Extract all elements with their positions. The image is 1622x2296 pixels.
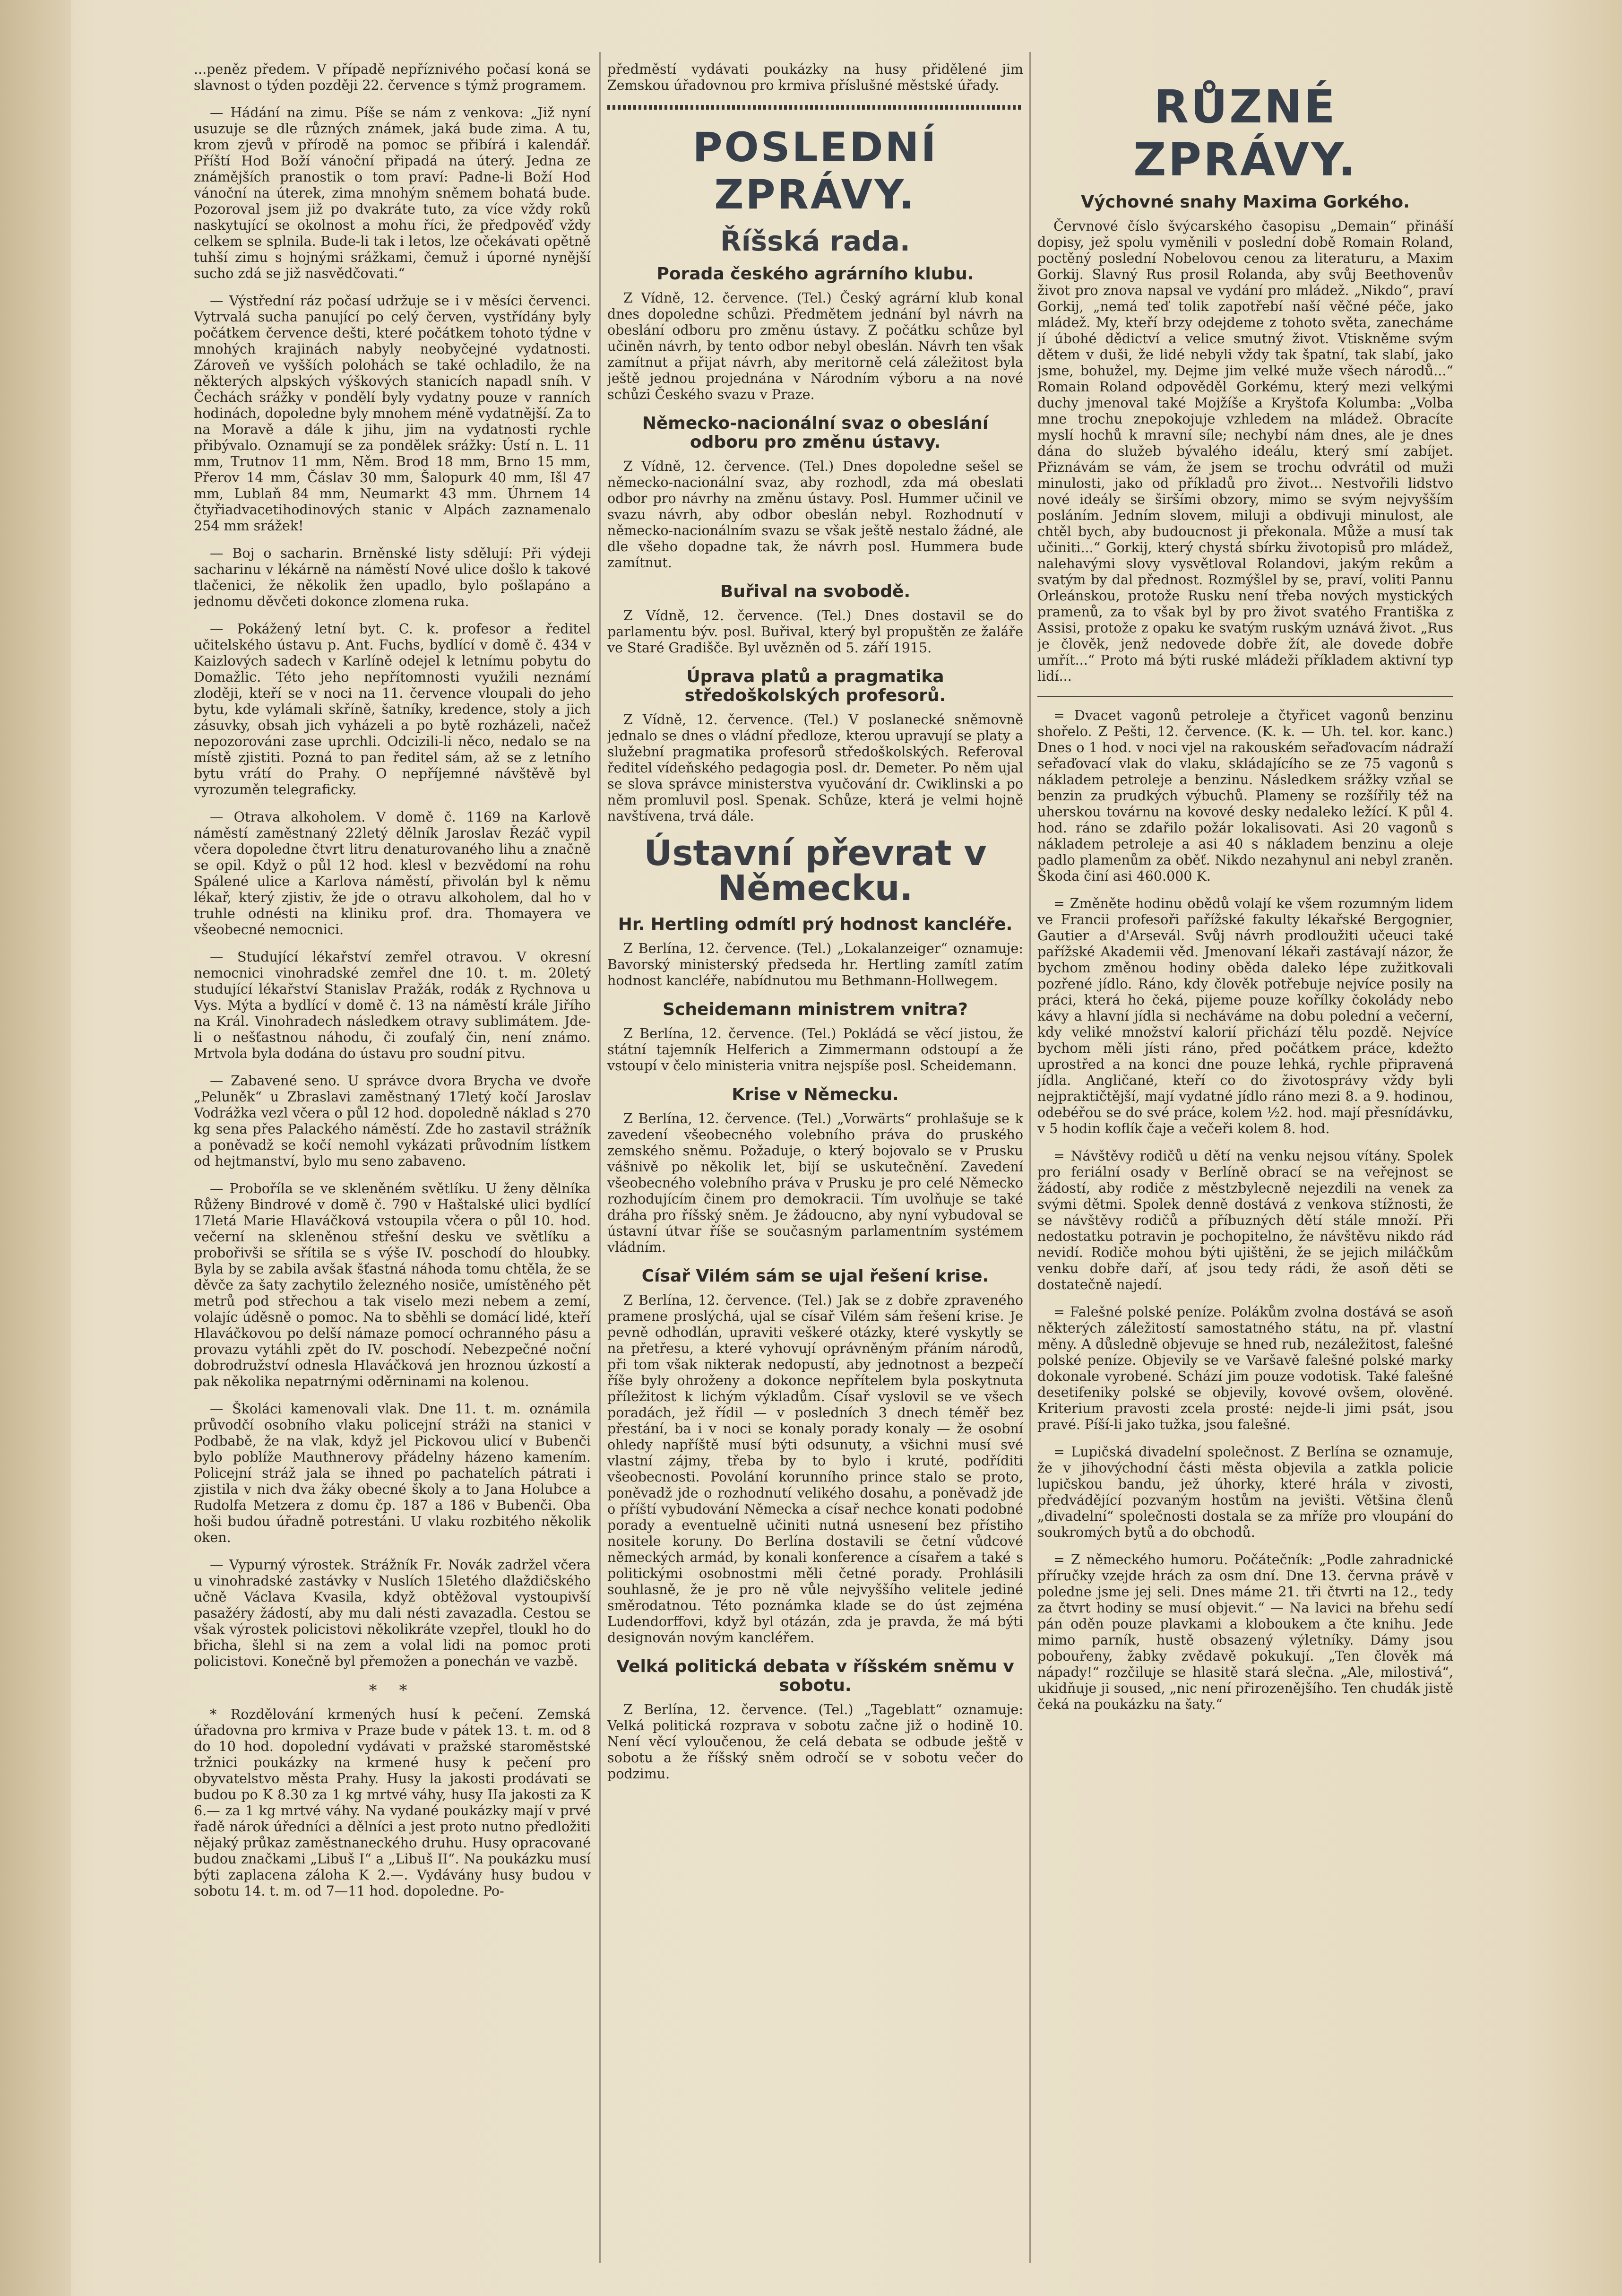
article-text: — Boj o sacharin. Brněnské listy sdělují: Při výdeji sacharinu v lékárně na náměstí Nové ulice došlo k takové tlačenici, že několik žen upadlo, bylo pošlapáno a jednomu děvčeti dokonce zlomena ruka.	[194, 546, 591, 609]
article-text: Z Vídně, 12. července. (Tel.) Dnes dostavil se do parlamentu býv. posl. Buřival, který byl propuštěn ze žaláře ve Staré Gradišče. Byl uvězněn od 5. září 1915.	[607, 608, 1023, 656]
article-headline: Hr. Hertling odmítl prý hodnost kancléře.	[618, 915, 1013, 934]
column-right	[1037, 61, 1453, 2258]
article-text: = Dvacet vagonů petroleje a čtyřicet vagonů benzinu shořelo. Z Pešti, 12. července. (K. k. — Uh. tel. kor. kanc.) Dnes o 1 hod. v noci vjel na rakouském seřaďovacím nádraží seřaďovací vlak do vlaku, skládajícího se ze 75 vagonů s nákladem petroleje a benzinu. Následkem srážky vzňal se benzin za prudkých výbuchů. Plameny se rozšířily též na uherskou továrnu na kovové desky nedaleko ležící. K půl 4. hod. ráno se zdařilo požár lokalisovati. Asi 20 vagonů s nákladem petroleje a asi 40 s nákladem benzinu a oleje padlo plamenům za oběť. Nikdo nezahynul ani nebyl zraněn. Škoda činí asi 460.000 K.	[1037, 708, 1453, 884]
article-text: Z Vídně, 12. července. (Tel.) Český agrární klub konal dnes dopoledne schůzi. Předmětem jednání byl návrh na obeslání odboru pro změnu ústavy. Z počátku schůze byl učiněn návrh, by tento odbor nebyl obeslán. Návrh ten však zamítnut a přijat návrh, aby meritorně celá záležitost byla ještě jednou projednána v Národním výboru a na nové schůzi Českého svazu v Praze.	[607, 290, 1023, 402]
article-headline: Scheidemann ministrem vnitra?	[663, 1000, 968, 1019]
article-headline: Velká politická debata v říšském sněmu v sobotu.	[616, 1657, 1014, 1695]
article-text: — Školáci kamenovali vlak. Dne 11. t. m. oznámila průvodčí osobního vlaku policejní stráži na stanici v Podbabě, že na vlak, když jel Pickovou ulicí v Bubenči bylo poblíže Mauthnerovy přádelny házeno kamením. Policejní stráž jala se ihned po pachatelích pátrati i zjistila v nich dva žáky obecné školy a to Jana Holubce a Rudolfa Metzera z domu čp. 187 a 186 v Bubenči. Oba hoši budou úřadně potrestáni. U vlaku rozbitého několik oken.	[194, 1401, 591, 1545]
article-text: — Hádání na zimu. Píše se nám z venkova: „Již nyní usuzuje se dle různých známek, jaká bude zima. A tu, krom zjevů v přírodě na pomoc se přibírá i kalendář. Příští Hod Boží vánoční připadá na úterý. Jedna ze známějších pranostik o tom praví: Padne-li Boží Hod vánoční na úterek, zima mnohým sněmem bohatá bude. Pozoroval jsem již po dvakráte tuto, za více vždy roků naskytující se okolnost a mohu říci, že předpověď vždy celkem se splnila. Bude-li tak i letos, lze očekávati opětně tuhší zimu s hojnými srážkami, čemuž i úporné nynější sucho zdá se již nasvědčovati.“	[194, 105, 591, 281]
article-text: — Vypurný výrostek. Strážník Fr. Novák zadržel včera u vinohradské zastávky v Nuslích 15letého dlaždičského učně Václava Kvasila, když obtěžoval vystoupivší pasažéry žádostí, aby mu dali nésti zavazadla. Cestou se však výrostek policistovi několikráte vzepřel, tloukl ho do břicha, šlehl si na zem a volal lidi na pomoc proti policistovi. Konečně byl přemožen a ponechán ve vazbě.	[194, 1557, 591, 1669]
article-text: předměstí vydávati poukázky na husy přidělené jim Zemskou úřadovnou pro krmiva příslušné městské úřady.	[607, 61, 1023, 93]
section-stars: * *	[369, 1681, 416, 1700]
article-text: — Studující lékařství zemřel otravou. V okresní nemocnici vinohradské zemřel dne 10. t. m. 20letý studující lékařství Stanislav Pražák, rodák z Rychnova u Vys. Mýta a bydlící v domě č. 13 na náměstí krále Jiřího na Král. Vinohradech následkem otravy sublimátem. Jde-li o nešťastnou náhodu, či zoufalý čin, není známo. Mrtvola byla dodána do ústavu pro soudní pitvu.	[194, 949, 591, 1061]
banner-heading: RŮZNÉ ZPRÁVY.	[1133, 80, 1358, 186]
column-left	[194, 61, 591, 2258]
article-text: — Proboříla se ve skleněném světlíku. U ženy dělníka Růženy Bindrové v domě č. 790 v Haštalské ulici bydlící 17letá Marie Hlaváčková vstoupila včera o půl 10. hod. večerní na skleněnou střešní desku ve světlíku a probořivši se sřítila se s výše IV. poschodí do hloubky. Byla by se zabila avšak šťastná náhoda tomu chtěla, že se děvče za šaty zachytilo železného nosiče, umístěného pět metrů pod střechou a tak viselo mezi nebem a zemí, volajíc úděsně o pomoc. Na to sběhli se domácí lidé, kteří Hlaváčkovou po delší námaze pomocí ochranného pásu a provazu vytáhli zpět do IV. poschodí. Nebezpečné noční dobrodružství odnesla Hlaváčková jen hroznou úzkostí a pak několika nepatrnými oděrninami na kolenou.	[194, 1181, 591, 1389]
article-text: ...peněz předem. V případě nepříznivého počasí koná se slavnost o týden později 22. července s týmž programem.	[194, 61, 591, 93]
article-text: — Výstřední ráz počasí udržuje se i v měsíci červenci. Vytrvalá sucha panující po celý červen, vystřídány byly počátkem července dešti, které počátkem tohoto týdne v mnohých krajinách nabyly neobyčejné vydatnosti. Zároveň ve vyšších polohách se také ochladilo, že na některých alpských výškových stanicích napadl sníh. V Čechách srážky v pondělí byly vydatny pouze v ranních hodinách, dopoledne byly mnohem méně vydatnější. Za to na Moravě a dále k jihu, jim na vydatnosti rychle přibývalo. Oznamují se za pondělek srážky: Ústí n. L. 11 mm, Trutnov 11 mm, Něm. Brod 18 mm, Brno 15 mm, Přerov 14 mm, Čáslav 30 mm, Šalopurk 40 mm, Išl 47 mm, Lublaň 84 mm, Neumarkt 43 mm. Úhrnem 14 čtyřiadvacetihodinových stanic v Alpách zaznamenalo 254 mm srážek!	[194, 293, 591, 534]
article-text: = Falešné polské peníze. Polákům zvolna dostává se asoň některých záležitostí samostatného státu, na př. vlastní měny. A důsledně objevuje se hned rub, nezáležitost, falešné polské peníze. Objevily se ve Varšavě falešné polské marky dokonale vyrobené. Schází jim pouze vodotisk. Také falešné desetifeniky polské se objevily, kovové ovšem, olověné. Kriterium pravosti zcela prosté: nejde-li jimi psát, jsou pravé. Píší-li jako tužka, jsou falešné.	[1037, 1304, 1453, 1432]
article-text: Z Berlína, 12. července. (Tel.) Jak se z dobře zpraveného pramene proslýchá, ujal se císař Vilém sám řešení krise. Je pevně odhodlán, upraviti veškeré otázky, které vyskytly se na přetřesu, a které vyhovují oprávněným přáním národů, při tom však nikterak nedopustí, aby jednotnost a bezpečí říše byly ohroženy a dokonce nepřítelem byla poskytnuta příležitost k lichým výkladům. Císař vyslovil se ve všech poradách, jež řídil — v posledních 3 dnech téměř bez přestání, ba i v noci se konaly porady konaly — že osobní ohledy napříště musí býti odsunuty, a všichni musí své vlastní zájmy, třeba by to bylo i kruté, podříditi všeobecnosti. Povolání korunního prince stalo se proto, poněvadž jde o rozhodnutí velikého dosahu, a poněvadž jde o příští vybudování Německa a císař nechce konati podobné porady a eventuelně učiniti nutná usnesení bez přístiho nositele koruny. Do Berlína dostavili se četní vůdcové německých armád, by konali konference a císařem a také s politickými osobnostmi měli četné porady. Prohlásili souhlasně, že je pro ně vůle nejvyššího velitele jediné směrodatnou. Této poznámka klade se do úst zejména Ludendorffovi, když byl otázán, zda je pravda, že má býti designován novým kancléřem.	[607, 1292, 1023, 1646]
article-headline: Porada českého agrárního klubu.	[656, 264, 974, 284]
page-binding-edge	[0, 0, 71, 2296]
column-rule-right	[1029, 52, 1031, 2263]
article-headline: Buřival na svobodě.	[720, 582, 911, 601]
column-rule-left	[599, 52, 601, 2263]
article-text: Z Berlína, 12. července. (Tel.) „Lokalanzeiger“ oznamuje: Bavorský ministerský předseda hr. Hertling zamítl zatím hodnost kancléře, nabídnutou mu Bethmann-Hollwegem.	[607, 941, 1023, 988]
article-text: * Rozdělování krmených husí k pečení. Zemská úřadovna pro krmiva v Praze bude v pátek 13. t. m. od 8 do 10 hod. dopolední vydávati v pražské staroměstské tržnici poukázky na krmené husy k pečení pro obyvatelstvo města Prahy. Husy la jakosti prodávati se budou po K 8.30 za 1 kg mrtvé váhy, husy IIa jakosti za K 6.— za 1 kg mrtvé váhy. Na vydané poukázky mají v prvé řadě nárok úředníci a dělníci a jest proto nutno předložiti nějaký průkaz zaměstnaneckého druhu. Husy opracované budou značkami „Libuš I“ a „Libuš II“. Na poukázku musí býti zaplacena záloha K 2.—. Vydávány husy budou v sobotu 14. t. m. od 7—11 hod. dopoledne. Po-	[194, 1707, 591, 1899]
section-heading: Říšská rada.	[720, 225, 910, 257]
article-text: Z Berlína, 12. července. (Tel.) „Tageblatt“ oznamuje: Velká politická rozprava v sobotu začne již o hodině 10. Není věcí vyloučenou, že celá debata se odbude ještě v sobotu a že říšský sněm odročí se v sobotu večer do podzimu.	[607, 1702, 1023, 1782]
article-headline: Německo-nacionální svaz o obeslání odboru pro změnu ústavy.	[642, 414, 989, 452]
article-headline: Výchovné snahy Maxima Gorkého.	[1081, 192, 1410, 212]
dotted-separator	[607, 105, 1023, 110]
article-headline: Krise v Německu.	[732, 1085, 899, 1104]
article-text: = Lupičská divadelní společnost. Z Berlína se oznamuje, že v jihovýchodní části města objevila a zatkla policie lupičskou bandu, jež úhorky, které hrála v zivosti, předvádějící pozvaným hostům na jevišti. Většina členů „divadelní“ společnosti dostala se za mříže pro vloupání do soukromých bytů a do obchodů.	[1037, 1444, 1453, 1540]
article-separator	[1037, 696, 1453, 697]
article-text: — Pokážený letní byt. C. k. profesor a ředitel učitelského ústavu p. Ant. Fuchs, bydlící v domě č. 434 v Kaizlových sadech v Karlíně odejel k letnímu pobytu do Domažlic. Této jeho nepřítomnosti využili neznámí zloději, kteří se v noci na 11. července vloupali do jeho bytu, kde vylámali skříně, šatníky, kredence, stoly a jich zásuvky, obsah jich vyházeli a po bytě rozházeli, načež nepozorováni zase uprchli. Odcizili-li něco, nedalo se na místě zjistiti. Pozná to pan ředitel sám, až se z letního bytu vrátí do Prahy. O nepříjemné návštěvě byl vyrozuměn telegraficky.	[194, 621, 591, 797]
article-text: Z Vídně, 12. července. (Tel.) Dnes dopoledne sešel se německo-nacionální svaz, aby rozhodl, zda má obeslati odbor pro návrhy na změnu ústavy. Posl. Hummer učinil ve svazu návrh, aby odbor obeslán nebyl. Rozhodnutí v německo-nacionálním svazu se však ještě nestalo žádné, ale dle všeho dopadne tak, že návrh posl. Hummera bude zamítnut.	[607, 459, 1023, 571]
article-text: Červnové číslo švýcarského časopisu „Demain“ přináší dopisy, jež spolu vyměnili v poslední době Romain Roland, poctěný poslední Nobelovou cenou za literaturu, a Maxim Gorkij. Slavný Rus prosil Rolanda, aby svůj Beethovenův život pro znova napsal ve vydání pro mládež. „Nikdo“, praví Gorkij, „nemá teď tolik zapotřebí naší věčné péče, jako mládež. My, kteří brzy odejdeme z tohoto světa, zanecháme jí úbohé dědictví a velice smutný život. Vtiskněme svým dětem v duši, že lidé nebyli vždy tak špatní, tak slabí, jako jsme, bohužel, my. Dejme jim velké muže všech národů...“ Romain Roland odpověděl Gorkému, který mezi velkými duchy jmenoval také Mojžíše a Kryštofa Kolumba: „Volba mne trochu znepokojuje vzhledem na mládež. Obracíte myslí hochů k mravní síle; nechybí nám dnes, ale je dnes dána do služeb bývalého ideálu, který smí zabíjet. Přiznávám se vám, že jsem se trochu odvrátil od muži minulosti, jako od příkladů pro život... Nestvořili lidstvo nové ideály se širšími obzory, mimo se svým nejvyšším posláním. Jedním slovem, miluji a obdivuji minulost, ale chtěl bych, aby budoucnost ji překonala. Může a musí tak učiniti...“ Gorkij, který chystá sbírku životopisů pro mládež, nalehavými slovy vysvětloval Rolandovi, jakým rekům a svatým by dal přednost. Rozmýšlel by se, praví, voliti Pannu Orleánskou, protože Rusku není třeba nových mystických pramenů, za to však byl by pro život svatého Františka z Assisi, protože z opaku ke svatým ruským uznává život. „Rus je člověk, jenž nedovede dobře žít, ale dovede dobře umřít...“ Proto má býti ruské mládeži příkladem aktivní typ lidí...	[1037, 218, 1453, 684]
section-heading: Ústavní převrat v Německu.	[644, 833, 987, 909]
article-text: Z Vídně, 12. července. (Tel.) V poslanecké sněmovně jednalo se dnes o vládní předloze, kterou upravují se platy a služební pragmatika profesorů středoškolských. Referoval ředitel vídeňského pedagogia posl. dr. Demeter. Po něm ujal se slova správce ministerstva vyučování dr. Cwiklinski a po něm promluvil posl. Spenak. Schůze, která je velmi hojně navštívena, trvá dále.	[607, 712, 1023, 824]
article-text: — Zabavené seno. U správce dvora Brycha ve dvoře „Peluněk“ u Zbraslavi zaměstnaný 17letý kočí Jaroslav Vodrážka vezl včera o půl 12 hod. dopoledně náklad s 270 kg sena přes Palackého náměstí. Zde ho zastavil strážník a poněvadž se kočí nemohl vykázati průvodním lístkem od hejtmanství, bylo mu seno zabaveno.	[194, 1073, 591, 1169]
article-text: = Z německého humoru. Počátečník: „Podle zahradnické příručky vzejde hrách za osm dní. Dne 13. června právě v poledne jsme jej seli. Dnes máme 21. tři čtvrti na 12., tedy za čtvrt hodiny se musí objevit.“ — Na lavici na břehu sedí pán oděn pouze plavkami a kloboukem a čte knihu. Jede mimo parník, hustě obsazený výletníky. Dámy jsou pobouřeny, žabky zvědavě pokukují. „Ten člověk má nápady!“ rozčiluje se hlasitě stará slečna. „Ale, milostivá“, ukidňuje ji soused, „nic není přirozenějšího. Ten chudák jistě čeká na poukázku na šaty.“	[1037, 1552, 1453, 1712]
article-text: = Změněte hodinu obědů volají ke všem rozumným lidem ve Francii profesoři pařížské fakulty lékařské Bergognier, Gautier a d'Arsevál. Svůj návrh prodloužiti učeuci také pařížské Akademii věd. Jmenovaní lékaři zastávají názor, že bychom změnou hodiny oběda daleko lépe zužitkovali pozřené jídlo. Ráno, kdy člověk potřebuje nejvíce posily na práci, která ho čeká, pijeme pouze kořílky čokolády nebo kávy a hlavní jídla si necháváme na dobu polední a večerní, kdy veliké množství kalorií přichází tělu pozdě. Nejvíce bychom měli jísti ráno, před počátkem práce, kdežto uprostřed a na konci dne pouze lehká, rychle připravená jídla. Angličané, kteří co do životosprávy vždy byli nejpraktičtější, mají vydatné jídlo ráno mezi 8. a 9. hodinou, odebéřou se do své práce, kolem ½2. hod. mají přesnídávku, v 5 hodin koflík čaje a večeři kolem 8. hod.	[1037, 896, 1453, 1136]
column-middle	[607, 61, 1023, 2258]
article-headline: Úprava platů a pragmatika středoškolských profesorů.	[684, 667, 946, 705]
article-text: — Otrava alkoholem. V domě č. 1169 na Karlově náměstí zaměstnaný 22letý dělník Jaroslav Řezáč vypil včera dopoledne čtvrt litru denaturovaného lihu a značně se opil. Když o půl 12 hod. klesl v bezvědomí na rohu Spálené ulice a Karlova náměstí, přivolán byl k němu lékař, který zjistiv, že jde o otravu alkoholem, dal ho v truhle odnésti na kliniku prof. dra. Thomayera ve všeobecné nemocnici.	[194, 809, 591, 937]
article-text: Z Berlína, 12. července. (Tel.) Pokládá se věcí jistou, že státní tajemník Helferich a Zimmermann odstoupí a že vstoupí v čelo ministeria vnitra nejspíše posl. Scheidemann.	[607, 1026, 1023, 1074]
article-headline: Císař Vilém sám se ujal řešení krise.	[641, 1266, 989, 1286]
article-text: Z Berlína, 12. července. (Tel.) „Vorwärts“ prohlašuje se k zavedení všeobecného volebního práva do pruského zemského sněmu. Požaduje, o který bojovalo se v Prusku vášnivě po několik let, bijí se uskutečnění. Zavedení všeobecného volebního práva v Prusku je pro celé Německo rozhodujícím činem pro demokracii. Tím uvolňuje se také dráha pro říšský sněm. Je žádoucno, aby nyní vybudoval se ústavní útvar říše se současným parlamentním systémem vládním.	[607, 1111, 1023, 1255]
article-text: = Návštěvy rodičů u dětí na venku nejsou vítány. Spolek pro feriální osady v Berlíně obrací se na veřejnost se žádostí, aby rodiče z městzbylecně nejezdili na venek za svými dětmi. Spolek denně dostává z venkova stížnosti, že se návštěvy rodičů a příbuzných dětí stále množí. Při nedostatku potravin je pochopitelno, že návštěvu nikdo rád nevidí. Rodiče mohou býti ujištěni, že se jejich miláčkům venku dobře daří, ať jsou tedy rádi, že asoň děti se dostatečně najedí.	[1037, 1148, 1453, 1292]
banner-heading: POSLEDNÍ ZPRÁVY.	[692, 124, 938, 218]
